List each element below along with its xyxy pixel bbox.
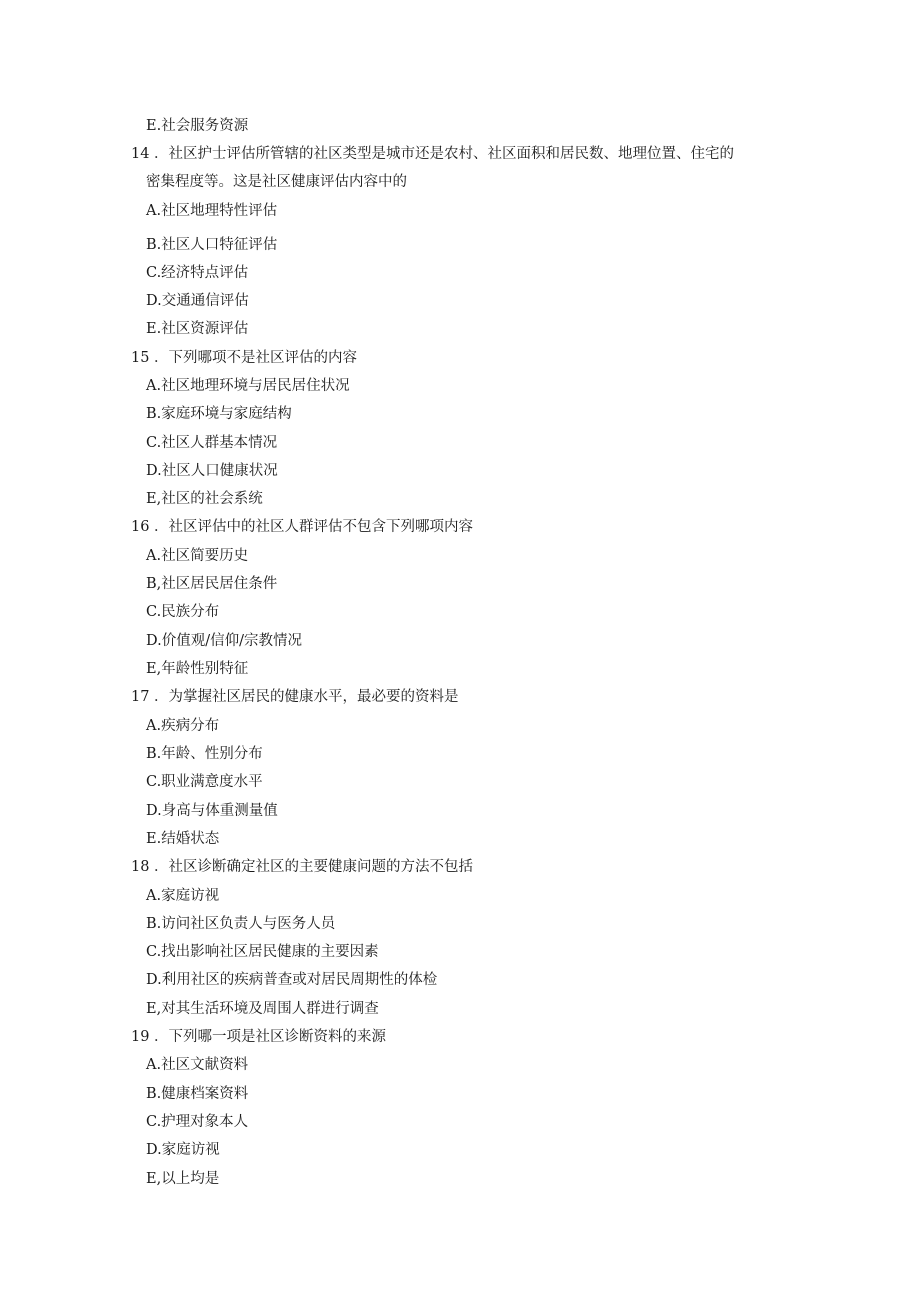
option-b-q14: B.社区人口特征评估 — [146, 237, 278, 253]
option-d-q17: D.身高与体重测量值 — [146, 803, 278, 819]
option-a-q17: A.疾病分布 — [146, 718, 220, 734]
option-e-q17: E.结婚状态 — [146, 831, 220, 847]
question-16-stem: 16 ．社区评估中的社区人群评估不包含下列哪项内容 — [131, 519, 474, 535]
option-d-q18: D.利用社区的疾病普查或对居民周期性的体检 — [146, 972, 438, 988]
option-b-q18: B.访问社区负责人与医务人员 — [146, 916, 336, 932]
option-e-q16: E,年龄性别特征 — [146, 661, 249, 677]
option-b-q17: B.年龄、性别分布 — [146, 746, 263, 762]
question-14-stem-continued: 密集程度等。这是社区健康评估内容中的 — [146, 174, 407, 190]
option-c-q15: C.社区人群基本情况 — [146, 435, 278, 451]
option-d-q15: D.社区人口健康状况 — [146, 463, 278, 479]
option-c-q17: C.职业满意度水平 — [146, 774, 263, 790]
option-e-q19: E,以上均是 — [146, 1171, 220, 1187]
question-17-stem: 17 ．为掌握社区居民的健康水平，最必要的资料是 — [131, 689, 459, 705]
option-d-q16: D.价值观/信仰/宗教情况 — [146, 633, 302, 649]
option-e-q15: E,社区的社会系统 — [146, 491, 263, 507]
option-a-q14: A.社区地理特性评估 — [146, 203, 278, 219]
option-c-q19: C.护理对象本人 — [146, 1114, 249, 1130]
option-c-q16: C.民族分布 — [146, 604, 220, 620]
option-a-q16: A.社区简要历史 — [146, 548, 249, 564]
option-a-q18: A.家庭访视 — [146, 888, 220, 904]
question-15-stem: 15 ．下列哪项不是社区评估的内容 — [131, 350, 358, 366]
option-b-q16: B,社区居民居住条件 — [146, 576, 278, 592]
option-c-q14: C.经济特点评估 — [146, 265, 249, 281]
option-e-q14: E.社区资源评估 — [146, 321, 249, 337]
option-e-q13: E.社会服务资源 — [146, 118, 249, 134]
option-c-q18: C.找出影响社区居民健康的主要因素 — [146, 944, 379, 960]
option-b-q19: B.健康档案资料 — [146, 1086, 249, 1102]
question-18-stem: 18 ．社区诊断确定社区的主要健康问题的方法不包括 — [131, 859, 474, 875]
question-19-stem: 19 ．下列哪一项是社区诊断资料的来源 — [131, 1029, 387, 1045]
option-b-q15: B.家庭环境与家庭结构 — [146, 406, 292, 422]
question-14-stem: 14 ．社区护士评估所管辖的社区类型是城市还是农村、社区面积和居民数、地理位置、住宅的 — [131, 146, 735, 162]
option-d-q14: D.交通通信评估 — [146, 293, 249, 309]
option-a-q19: A.社区文献资料 — [146, 1057, 249, 1073]
option-d-q19: D.家庭访视 — [146, 1142, 220, 1158]
option-e-q18: E,对其生活环境及周围人群进行调查 — [146, 1001, 379, 1017]
option-a-q15: A.社区地理环境与居民居住状况 — [146, 378, 350, 394]
